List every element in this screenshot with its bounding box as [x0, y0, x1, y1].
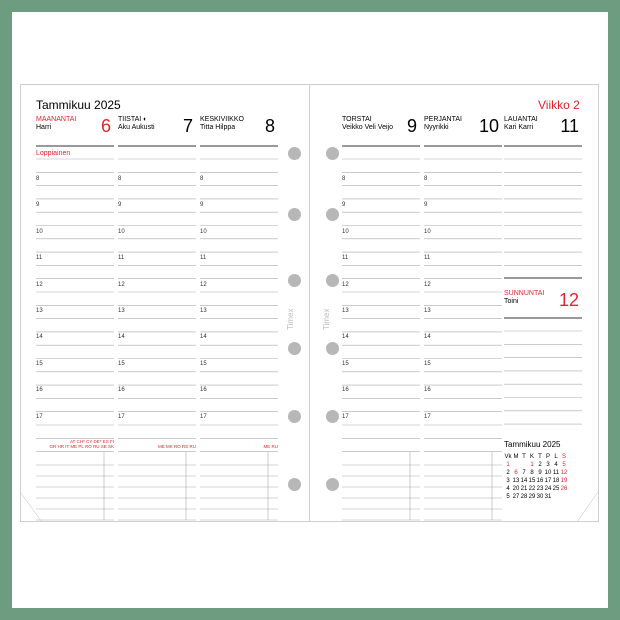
hour-label: 17 [118, 413, 125, 420]
mini-calendar-day [552, 493, 560, 501]
hour-label: 15 [118, 360, 125, 367]
hour-label: 14 [424, 334, 431, 341]
week-number: 2 [506, 470, 510, 476]
day-column-sunday [504, 290, 582, 440]
binder-hole [288, 478, 301, 491]
mini-calendar-day [520, 461, 528, 469]
mini-calendar-day: 4 [554, 462, 558, 468]
day-column-saturday [504, 116, 582, 288]
binder-hole [326, 478, 339, 491]
brand-label: Timex [322, 308, 331, 330]
hour-label: 8 [424, 176, 428, 182]
hour-label: 14 [342, 334, 349, 341]
day-number: 6 [100, 116, 111, 136]
mini-calendar-day: 3 [546, 462, 550, 468]
mini-calendar-weekday: T [538, 454, 542, 460]
day-number: 9 [406, 116, 417, 136]
hour-label: 13 [36, 308, 43, 314]
hour-label: 15 [36, 360, 43, 367]
hour-label: 8 [200, 176, 204, 182]
country-codes-tuesday: ME MK RO RS RU [157, 444, 196, 449]
mini-calendar-day: 27 [512, 494, 520, 500]
binder-hole [326, 410, 339, 423]
mini-calendar-week [504, 469, 568, 477]
week-number: 5 [506, 494, 510, 500]
month-title: Tammikuu 2025 [36, 98, 121, 112]
day-column-monday [36, 116, 114, 521]
binder-hole [326, 342, 339, 355]
hour-label: 17 [200, 413, 207, 420]
hour-label: 13 [424, 308, 431, 314]
hour-label: 11 [118, 255, 125, 262]
hour-label: 13 [200, 308, 207, 314]
weekday-label: LAUANTAI [504, 116, 538, 123]
hour-label: 12 [36, 281, 43, 288]
country-codes-line: GR HR IT ME PL RO RU SE SK [49, 444, 114, 449]
binder-hole [326, 274, 339, 287]
binder-hole [326, 208, 339, 221]
weekday-label: SUNNUNTAI [504, 290, 545, 297]
mini-calendar-day: 1 [530, 462, 534, 468]
hour-label: 8 [342, 176, 346, 182]
mini-calendar-day: 23 [536, 486, 544, 492]
mini-calendar-day: 18 [552, 478, 560, 484]
brand-label: Timex [286, 308, 295, 330]
mini-calendar-day: 8 [530, 470, 534, 476]
mini-calendar-day: 11 [552, 470, 560, 476]
mini-calendar-day: 28 [520, 494, 528, 500]
mini-calendar-day: 10 [544, 470, 552, 476]
mini-calendar-weekday: K [529, 454, 534, 460]
hour-label: 12 [200, 281, 207, 288]
hour-label: 14 [200, 334, 207, 341]
mini-calendar-day: 12 [560, 470, 568, 476]
mini-calendar-weekday: P [545, 454, 550, 460]
day-column-thursday [342, 116, 420, 521]
hour-label: 15 [200, 360, 207, 367]
hour-label: 8 [118, 176, 122, 182]
mini-calendar-week [504, 477, 568, 485]
mini-calendar-day: 22 [528, 486, 536, 492]
mini-calendar-day: 21 [520, 486, 528, 492]
week-label: Viikko 2 [538, 98, 580, 112]
day-number: 10 [478, 116, 499, 136]
country-codes-monday [36, 439, 114, 449]
hour-label: 9 [424, 202, 428, 209]
hour-label: 10 [36, 228, 43, 235]
holiday-label: Loppiainen [36, 150, 71, 157]
hour-label: 17 [424, 413, 431, 420]
nameday: Harri [36, 124, 52, 131]
hour-label: 15 [424, 360, 431, 367]
country-codes-wednesday: ME RU [263, 444, 278, 449]
mini-calendar-weekday: T [522, 454, 526, 460]
nameday: Kari Karri [504, 124, 534, 131]
hour-label: 13 [342, 308, 349, 314]
nameday: Toini [504, 298, 519, 305]
weekday-label: PERJANTAI [424, 116, 462, 123]
mini-calendar-day: 25 [552, 486, 560, 492]
binder-hole [288, 208, 301, 221]
hour-label: 16 [36, 387, 43, 394]
mini-calendar-week [504, 493, 568, 501]
mini-calendar-day: 31 [544, 494, 552, 500]
mini-calendar-weekday: S [561, 454, 566, 460]
weekday-label: TIISTAI ◐ [118, 116, 148, 123]
hour-label: 16 [200, 387, 207, 394]
mini-calendar-weekday: M [513, 454, 519, 460]
day-column-friday [424, 116, 502, 521]
hour-label: 17 [36, 413, 43, 420]
mini-calendar-day: 13 [512, 478, 520, 484]
hour-label: 9 [118, 202, 122, 209]
mini-calendar-week [504, 485, 568, 493]
mini-calendar-day: 15 [528, 478, 536, 484]
week-number: 3 [506, 478, 510, 484]
day-column-tuesday [118, 116, 196, 521]
nameday: Aku Aukusti [118, 124, 155, 131]
hour-label: 9 [36, 202, 40, 209]
hour-label: 11 [200, 255, 207, 262]
hour-label: 11 [342, 255, 349, 262]
hour-label: 8 [36, 176, 40, 182]
binder-hole [288, 342, 301, 355]
binder-hole [288, 410, 301, 423]
mini-calendar-day: 2 [538, 462, 542, 468]
hour-label: 16 [118, 387, 125, 394]
mini-calendar-day: 17 [544, 478, 552, 484]
binder-hole [288, 147, 301, 160]
mini-calendar-day: 16 [536, 478, 544, 484]
day-number: 11 [560, 116, 579, 136]
mini-calendar-day [560, 493, 568, 501]
mini-calendar-day: 24 [544, 486, 552, 492]
weekday-label: TORSTAI [342, 116, 372, 123]
mini-calendar-day: 9 [538, 470, 542, 476]
planner-spread [12, 12, 608, 608]
mini-calendar-day: 26 [560, 486, 568, 492]
hour-label: 15 [342, 360, 349, 367]
hour-label: 10 [118, 228, 125, 235]
hour-label: 16 [424, 387, 431, 394]
mini-calendar [504, 440, 584, 501]
hour-label: 10 [200, 228, 207, 235]
day-number: 8 [264, 116, 275, 136]
mini-calendar-day: 30 [536, 494, 544, 500]
hour-label: 12 [118, 281, 125, 288]
hour-label: 12 [342, 281, 349, 288]
mini-calendar-day: 6 [514, 470, 518, 476]
hour-label: 11 [424, 255, 431, 262]
mini-calendar-weekday: L [554, 454, 558, 460]
hour-label: 17 [342, 413, 349, 420]
mini-calendar-title: Tammikuu 2025 [504, 440, 561, 449]
mini-calendar-day: 5 [562, 462, 566, 468]
mini-calendar-day: 14 [520, 478, 528, 484]
nameday: Veikko Veli Veijo [342, 124, 393, 131]
mini-calendar-day: 20 [512, 486, 520, 492]
mini-calendar-day: 7 [522, 470, 526, 476]
country-codes-line: AT CH* CY DE* ES FI [69, 439, 114, 444]
hour-label: 9 [342, 202, 346, 209]
week-number: 1 [506, 462, 510, 468]
hour-label: 10 [424, 228, 431, 235]
week-number: 4 [506, 486, 510, 492]
mini-calendar-day: 19 [560, 478, 568, 484]
mini-calendar-day [512, 461, 520, 469]
hour-label: 13 [118, 308, 125, 314]
hour-label: 11 [36, 255, 43, 262]
day-number: 12 [558, 290, 579, 310]
hour-label: 16 [342, 387, 349, 394]
hour-label: 14 [118, 334, 125, 341]
hour-label: 10 [342, 228, 349, 235]
day-column-wednesday [200, 116, 278, 521]
mini-calendar-grid [504, 453, 568, 501]
hour-label: 12 [424, 281, 431, 288]
nameday: Titta Hilppa [200, 124, 236, 131]
weekday-label: KESKIVIIKKO [200, 116, 244, 123]
hour-label: 14 [36, 334, 43, 341]
weekday-label: MAANANTAI [36, 116, 77, 123]
binder-hole [326, 147, 339, 160]
mini-calendar-header [504, 453, 568, 461]
nameday: Nyyrikki [424, 124, 449, 131]
mini-calendar-week [504, 461, 568, 469]
binder-hole [288, 274, 301, 287]
day-number: 7 [182, 116, 193, 136]
hour-label: 9 [200, 202, 204, 209]
mini-calendar-day: 29 [528, 494, 536, 500]
mini-calendar-weekday: Vk [504, 454, 512, 460]
